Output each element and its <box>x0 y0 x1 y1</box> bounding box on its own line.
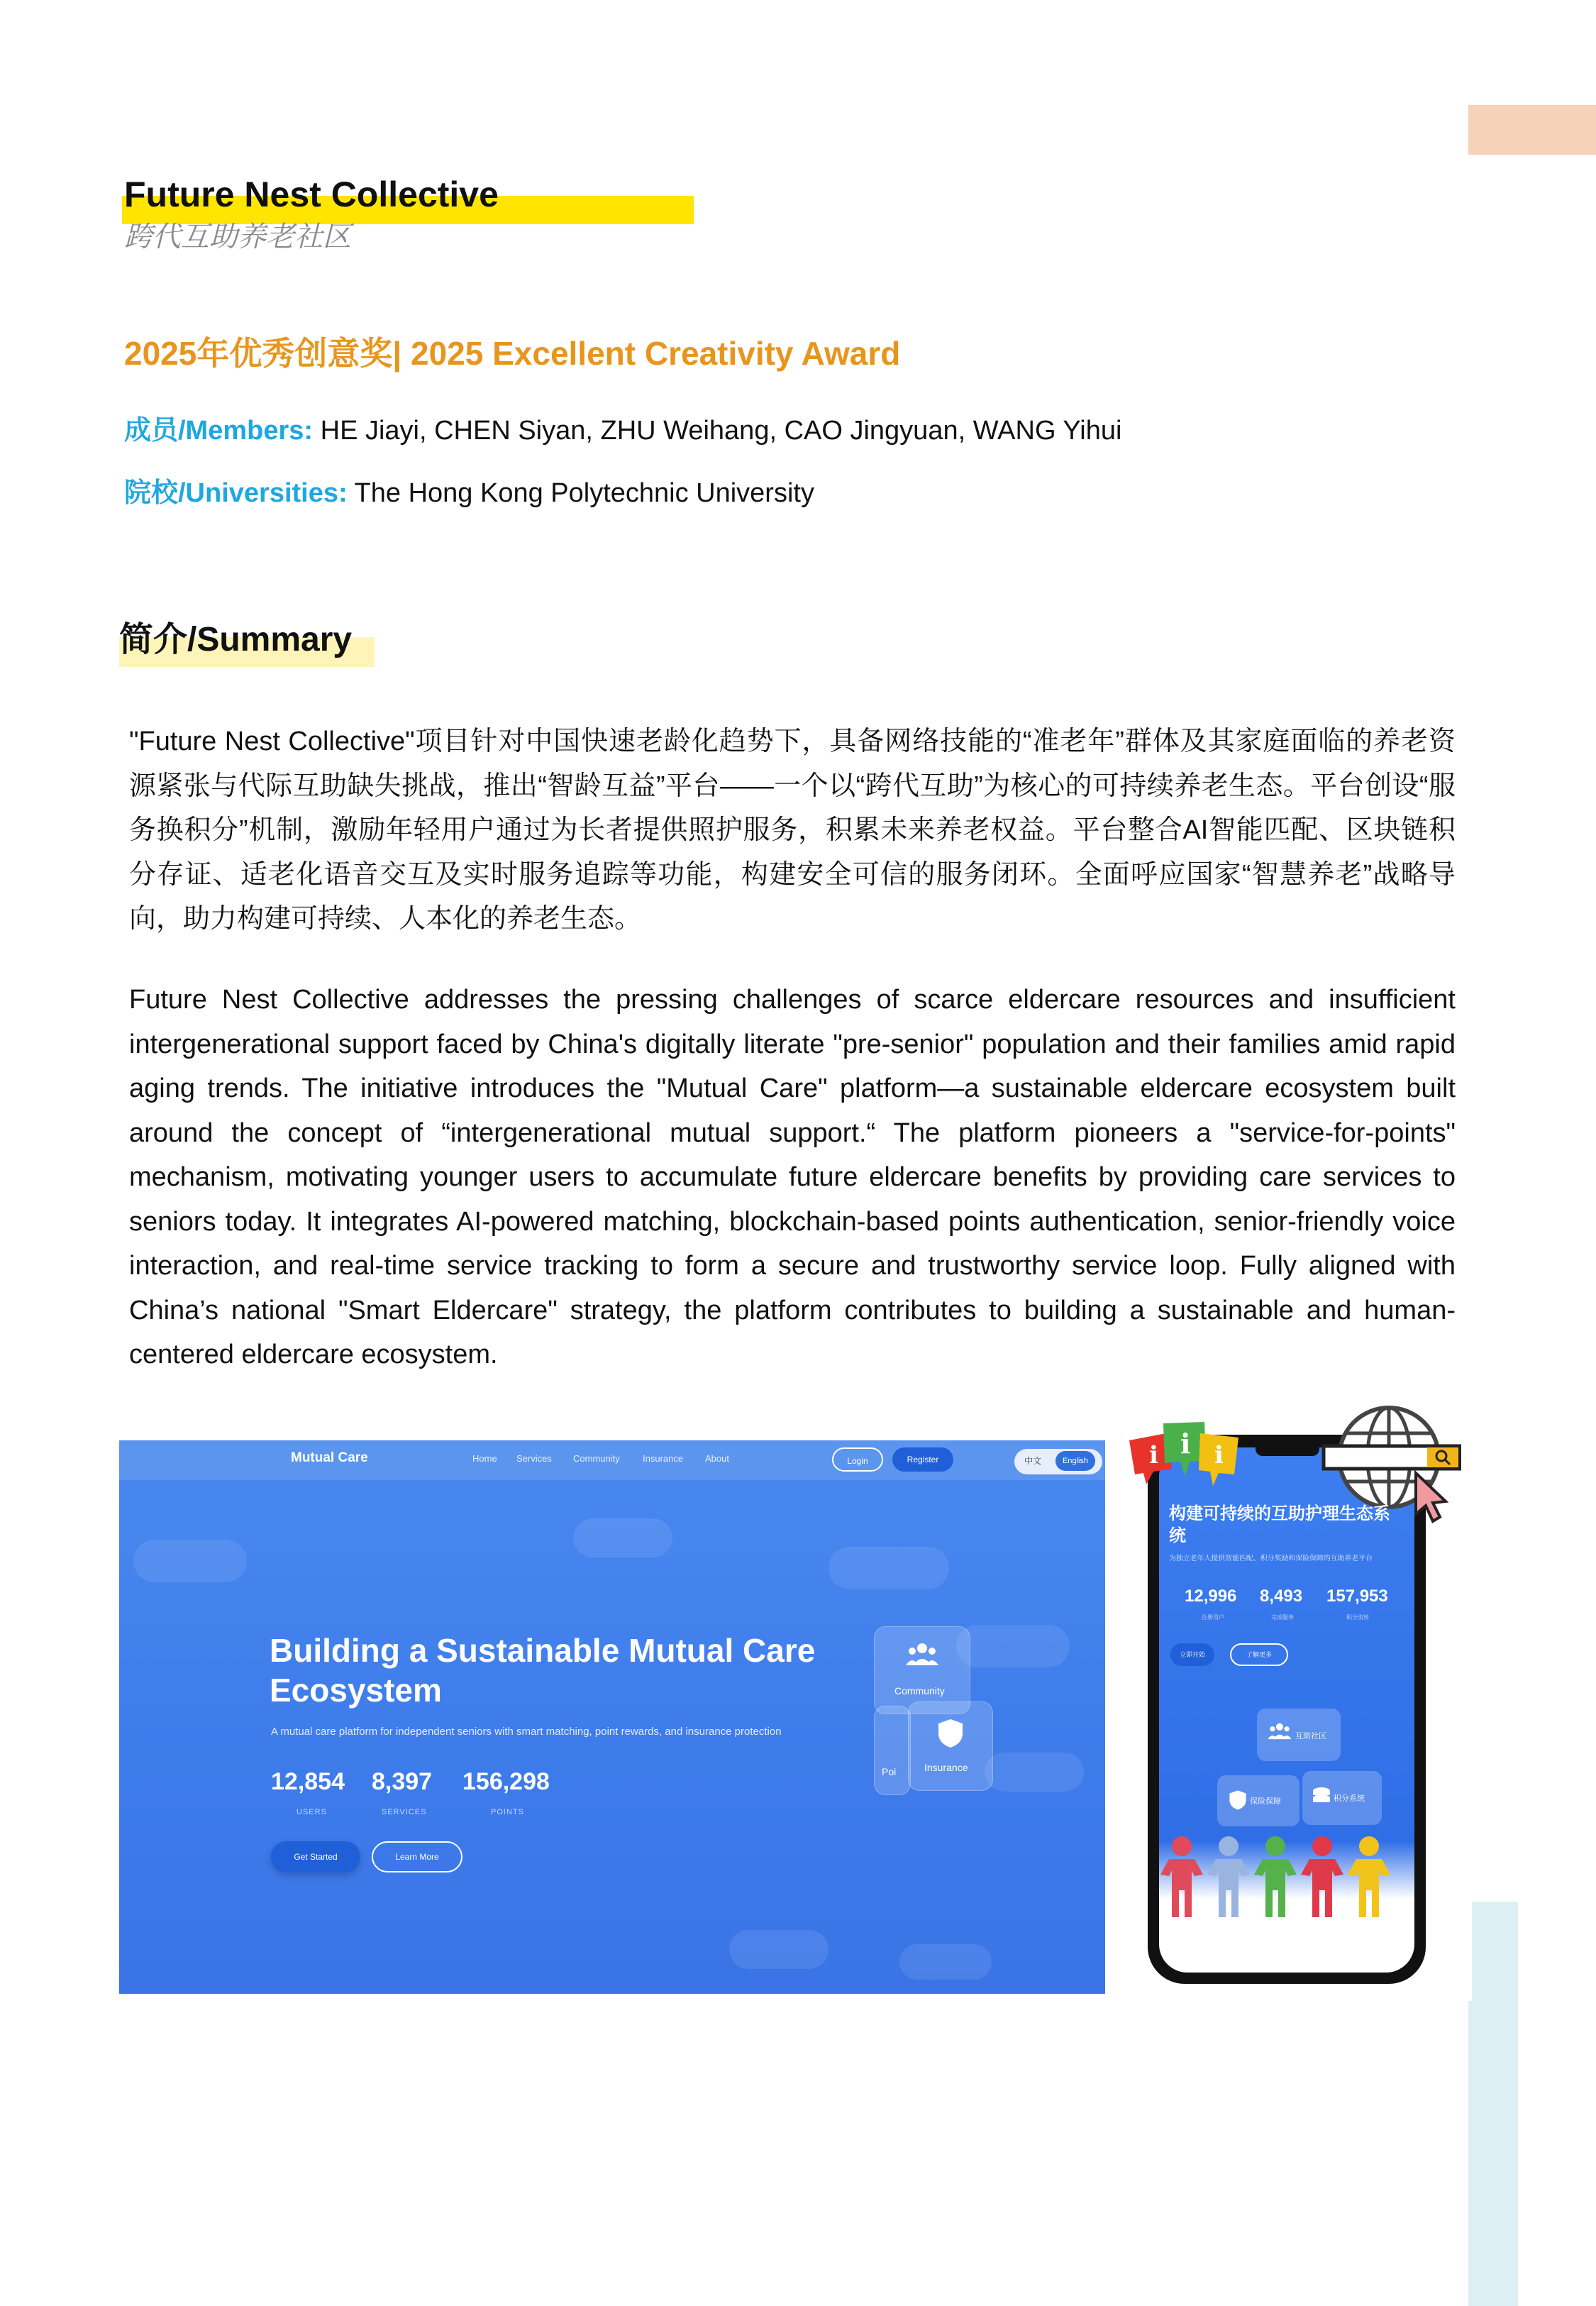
nav-link-insurance[interactable]: Insurance <box>643 1453 684 1464</box>
person-figure <box>1160 1836 1203 1917</box>
people-icon <box>1160 1833 1413 1926</box>
people-illustration <box>1160 1833 1413 1926</box>
cloud-decoration <box>985 1753 1084 1792</box>
lang-english-option[interactable]: English <box>1055 1451 1095 1471</box>
phone-points-label: 积分系统 <box>1334 1794 1365 1803</box>
phone-insurance-label: 保险保障 <box>1250 1797 1281 1806</box>
login-button[interactable]: Login <box>832 1447 883 1472</box>
person-figure <box>1348 1836 1390 1917</box>
phone-start-button[interactable]: 立即开始 <box>1170 1643 1214 1666</box>
phone-stat-services-label: 完成服务 <box>1271 1614 1294 1621</box>
phone-hero-title: 构建可持续的互助护理生态系统 <box>1169 1504 1390 1545</box>
person-figure <box>1254 1836 1297 1917</box>
stat-services-value: 8,397 <box>372 1768 433 1795</box>
info-bubbles-icon <box>1125 1416 1267 1494</box>
insurance-card[interactable] <box>908 1701 993 1791</box>
cloud-decoration <box>829 1547 949 1589</box>
phone-community-card[interactable] <box>1257 1709 1341 1761</box>
project-subtitle: 跨代互助养老社区 <box>124 221 351 253</box>
members-line <box>124 408 1121 447</box>
award-line: 2025年优秀创意奖| 2025 Excellent Creativity Award <box>124 335 901 372</box>
summary-heading: 简介/Summary <box>119 621 353 658</box>
shield-icon <box>937 1718 964 1749</box>
phone-stat-users-label: 注册用户 <box>1202 1614 1224 1621</box>
universities-label: 院校/Universities: <box>124 478 348 508</box>
insurance-card-label: Insurance <box>924 1762 968 1773</box>
phone-community-label: 互助社区 <box>1295 1732 1326 1740</box>
coins-icon <box>1311 1785 1332 1806</box>
phone-hero-subtitle: 为独立老年人提供智能匹配、积分奖励和保险保障的互助养老平台 <box>1169 1554 1373 1562</box>
community-icon <box>904 1641 940 1670</box>
lang-chinese-option[interactable]: 中文 <box>1024 1456 1042 1466</box>
hero-subtitle: A mutual care platform for independent seniors with smart matching, point rewards, and insurance protection <box>271 1726 782 1738</box>
universities-line <box>124 470 814 509</box>
stat-points-value: 156,298 <box>462 1768 550 1795</box>
hero-title: Building a Sustainable Mutual Care Ecosystem <box>270 1632 816 1709</box>
phone-stat-services: 8,493 <box>1260 1587 1303 1606</box>
shield-icon <box>1229 1789 1247 1811</box>
phone-points-card[interactable] <box>1302 1771 1382 1825</box>
summary-paragraph-en: Future Nest Collective addresses the pressing challenges of scarce eldercare resources and insufficient intergenerational support faced by China's digitally literate "pre-senior" population and their families amid rapid aging trends. The initiative introduces the "Mutual Care" platform—a sustainable eldercare ecosystem built around the concept of “intergenerational mutual support.“ The platform pioneers a "service-for-points" mechanism, motivating younger users to accumulate future eldercare benefits by providing care services to seniors today. It integrates AI-powered matching, blockchain-based points authentication, senior-friendly voice interaction, and real-time service tracking to form a secure and trustworthy service loop. Fully aligned with China’s national "Smart Eldercare" strategy, the platform contributes to building a sustainable and human-centered eldercare ecosystem. <box>129 985 1456 1369</box>
phone-more-button[interactable]: 了解更多 <box>1230 1643 1288 1666</box>
svg-text:i: i <box>1180 1428 1191 1460</box>
person-figure <box>1207 1836 1250 1917</box>
points-card-label: Poi <box>882 1766 897 1777</box>
nav-link-home[interactable]: Home <box>472 1453 497 1464</box>
decorative-tab-top <box>1468 105 1596 155</box>
points-card[interactable] <box>874 1706 911 1795</box>
stat-users-value: 12,854 <box>271 1768 345 1795</box>
phone-stat-points: 157,953 <box>1326 1587 1388 1606</box>
universities-value: The Hong Kong Polytechnic University <box>354 478 814 508</box>
summary-paragraph-cn: "Future Nest Collective"项目针对中国快速老龄化趋势下，具备网络技能的“准老年”群体及其家庭面临的养老资源紧张与代际互助缺失挑战，推出“智龄互益”平台——一个以“跨代互助”为核心的可持续养老生态。平台创设“服务换积分”机制，激励年轻用户通过为长者提供照护服务，积累未来养老权益。平台整合AI智能匹配、区块链积分存证、适老化语音交互及实时服务追踪等功能，构建安全可信的服务闭环。全面呼应国家“智慧养老”战略导向，助力构建可持续、人本化的养老生态。 <box>129 727 1456 934</box>
cloud-decoration <box>956 1625 1070 1667</box>
site-brand[interactable]: Mutual Care <box>291 1450 368 1465</box>
cloud-decoration <box>573 1518 672 1557</box>
person-figure <box>1301 1836 1343 1917</box>
svg-text:i: i <box>1149 1441 1158 1469</box>
cloud-decoration <box>729 1930 829 1969</box>
stat-services-label: SERVICES <box>382 1808 427 1816</box>
community-icon <box>1267 1721 1292 1743</box>
stat-users-label: USERS <box>297 1808 327 1816</box>
get-started-button[interactable]: Get Started <box>271 1841 360 1872</box>
learn-more-button[interactable]: Learn More <box>372 1841 462 1872</box>
members-value: HE Jiayi, CHEN Siyan, ZHU Weihang, CAO Jingyuan, WANG Yihui <box>320 416 1122 446</box>
decorative-tab-bottom <box>1468 1902 1518 2306</box>
members-label: 成员/Members: <box>124 416 314 446</box>
community-card-label: Community <box>894 1685 945 1697</box>
phone-stat-users: 12,996 <box>1185 1587 1237 1606</box>
register-button[interactable]: Register <box>892 1447 953 1472</box>
project-title: Future Nest Collective <box>124 175 499 214</box>
svg-text:i: i <box>1214 1441 1224 1469</box>
phone-stat-points-label: 积分流转 <box>1346 1614 1369 1621</box>
nav-link-about[interactable]: About <box>705 1453 729 1464</box>
nav-link-community[interactable]: Community <box>573 1453 620 1464</box>
cloud-decoration <box>133 1540 247 1582</box>
nav-link-services[interactable]: Services <box>516 1453 552 1464</box>
website-screenshot <box>119 1440 1105 1994</box>
cloud-decoration <box>899 1944 992 1980</box>
stat-points-label: POINTS <box>491 1808 524 1816</box>
phone-insurance-card[interactable] <box>1217 1775 1299 1826</box>
